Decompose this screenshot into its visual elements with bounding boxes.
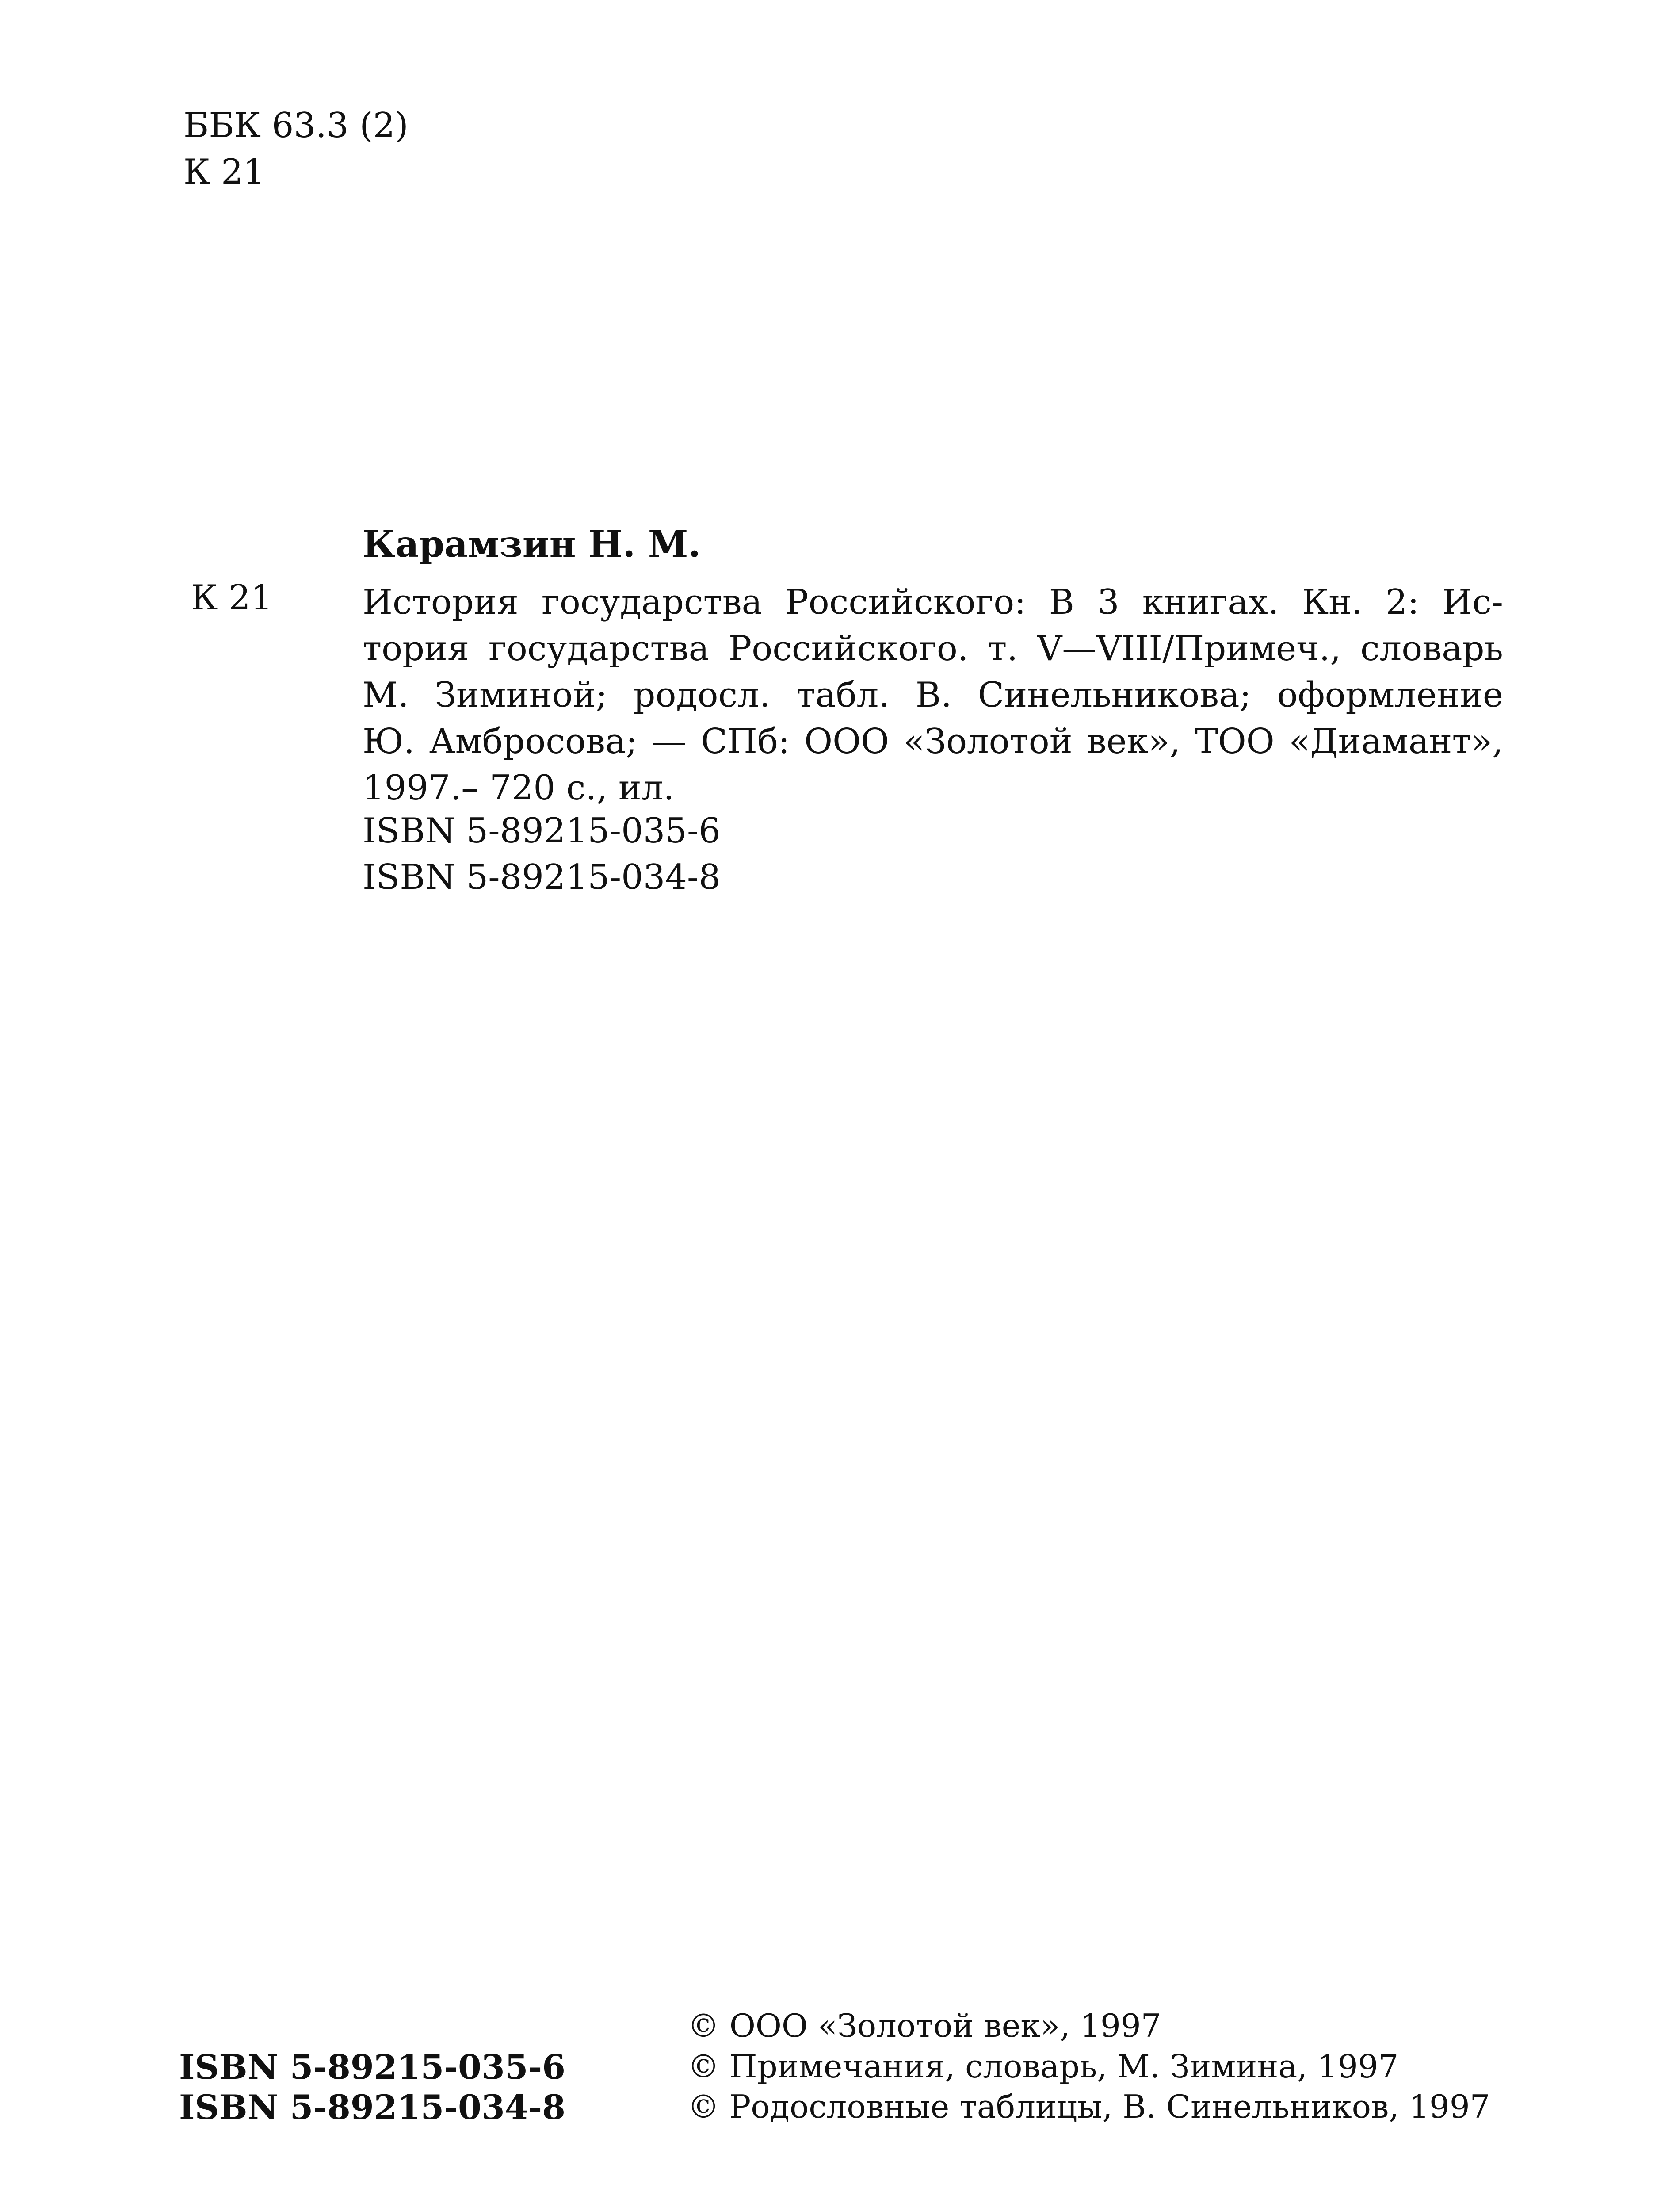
copyright-publisher: © ООО «Золотой век», 1997 [687,2007,1161,2044]
description-line: М. Зиминой; родосл. табл. В. Синельникова; оформление [363,675,1503,715]
author-name: Карамзин Н. М. [363,523,701,566]
copyright-notes: © Примечания, словарь, М. Зимина, 1997 [687,2048,1399,2085]
description-line: Ю. Амбросова; — СПб: ООО «Золотой век», ТОО «Диамант», [363,722,1503,761]
description-line: тория государства Российского. т. V—VIII/Примеч., словарь [363,629,1503,669]
bibliographic-description [363,579,1503,811]
author-mark: К 21 [183,152,265,192]
entry-isbn-2: ISBN 5-89215-034-8 [363,857,721,897]
description-line: История государства Российского: В 3 книгах. Кн. 2: Ис- [363,582,1503,622]
entry-isbn-1: ISBN 5-89215-035-6 [363,811,721,851]
entry-index-mark: К 21 [191,578,273,618]
bbk-code: ББК 63.3 (2) [183,106,409,145]
copyright-tables: © Родословные таблицы, В. Синельников, 1997 [687,2088,1490,2125]
description-line: 1997.– 720 с., ил. [363,768,675,808]
footer-isbn-1: ISBN 5-89215-035-6 [179,2047,566,2087]
footer-isbn-2: ISBN 5-89215-034-8 [179,2088,566,2127]
